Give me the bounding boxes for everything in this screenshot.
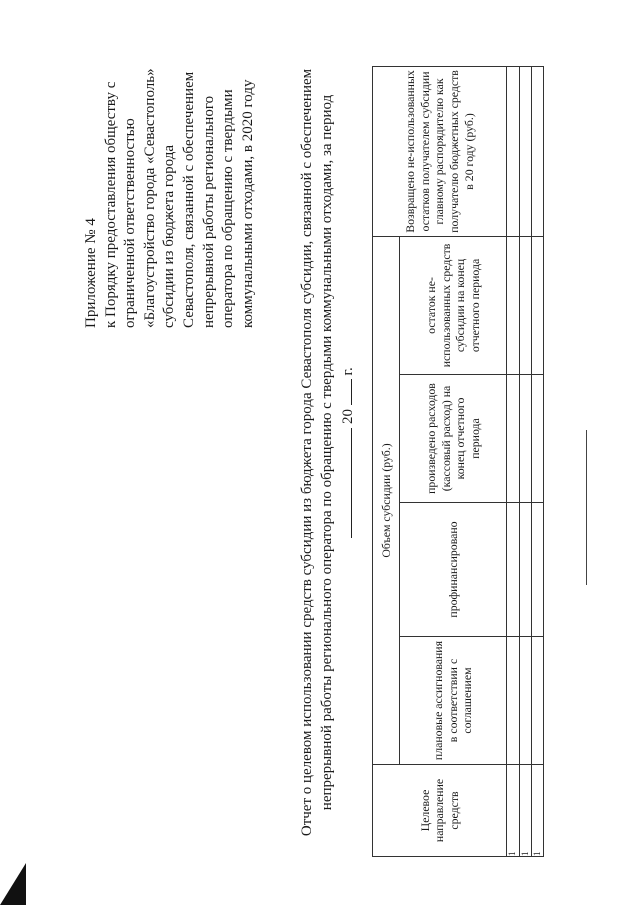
appendix-line: непрерывной работы регионального [200,95,217,328]
signature-line [586,430,587,585]
appendix-line: коммунальными отходами, в 2020 году [239,79,256,328]
header-financed: профинансировано [399,503,506,637]
report-title [298,0,359,905]
table-row [507,66,519,856]
table-cell [531,637,543,765]
table-cell [531,503,543,637]
appendix-line: Приложение № 4 [83,218,99,328]
appendix-line: оператора по обращению с твердыми [220,89,237,328]
row-mark: 1 [519,765,531,857]
scan-corner-mark [0,863,26,905]
header-expenses: произведено расходов (кассовый расход) на конец отчетного периода [399,375,506,503]
table-cell [519,236,531,374]
appendix-line: Севастополя, связанной с обеспечением [180,71,197,328]
appendix-line: субсидии из бюджета города [161,144,178,328]
table-cell [531,375,543,503]
title-line-1: Отчет о целевом использовании средств субсидии из бюджета города Севастополя субсидии, связанной с обеспечением [299,68,315,837]
appendix-line: ограниченной ответственностью [122,118,139,328]
table-cell [519,503,531,637]
appendix-line: к Порядку предоставления обществу с [102,81,119,328]
period-year-prefix: 20 [340,408,356,424]
row-mark: 1 [507,765,519,857]
report-table [372,66,544,857]
table-cell [531,66,543,236]
table-row [519,66,531,856]
table-cell [519,637,531,765]
header-returned: Возвращено не-использованных остатков получателем субсидии главному распорядителю как получателю бюджетных средств в 20 году (руб.) [373,66,507,236]
header-remainder: остаток не-использованных средств субсидии на конец отчетного периода [399,236,506,374]
period-suffix: г. [340,367,356,376]
period-blank-year [337,379,352,405]
row-mark: 1 [531,765,543,857]
appendix-block [82,8,258,328]
table-cell [507,637,519,765]
period-blank-date [337,428,352,538]
appendix-line: «Благоустройство города «Севастополь» [141,68,158,328]
table-cell [519,375,531,503]
header-target-direction: Целевое направление средств [373,765,507,857]
table-row [531,66,543,856]
table-cell [519,66,531,236]
title-line-2: непрерывной работы регионального оператора по обращению с твердыми коммунальными отходами, за период [318,94,335,811]
header-row-top [373,66,400,856]
table-cell [507,375,519,503]
table-cell [531,236,543,374]
table-cell [507,66,519,236]
header-subsidy-volume: Объем субсидии (руб.) [373,236,400,764]
table-cell [507,503,519,637]
title-period [337,367,359,537]
header-planned: плановые ассигнования в соответствии с соглашением [399,637,506,765]
table-cell [507,236,519,374]
